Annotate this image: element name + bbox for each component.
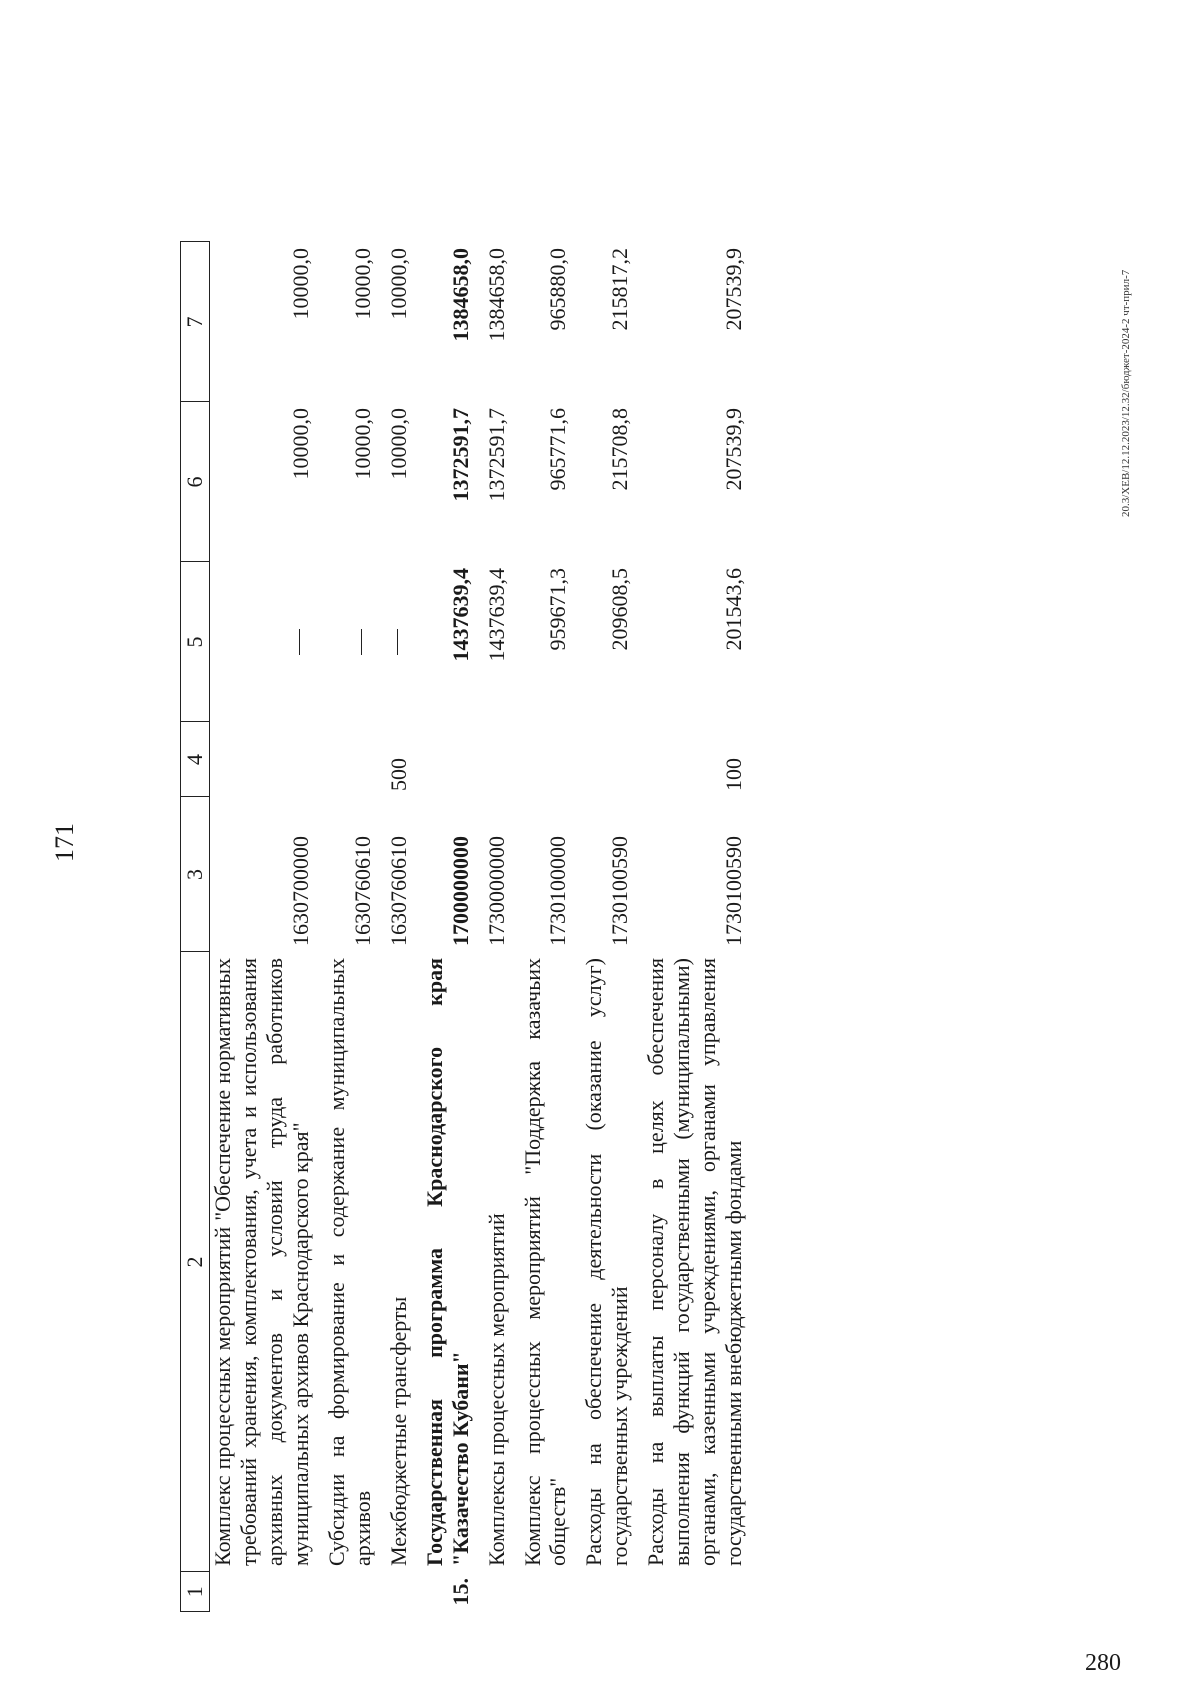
table-row [412, 242, 474, 1612]
row-col6: 1372591,7 [447, 408, 473, 502]
row-col5: 1437639,4 [447, 568, 473, 662]
row-col5 [210, 562, 314, 722]
row-index [376, 1572, 412, 1612]
column-header: 2 [181, 952, 210, 1572]
row-name: Комплексы процессных мероприятий [483, 1213, 509, 1566]
table-row [633, 242, 747, 1612]
row-type [210, 722, 314, 797]
row-type [571, 722, 633, 797]
row-col6: 10000,0 [287, 408, 313, 480]
column-header: 7 [181, 242, 210, 402]
row-col6: 1372591,7 [483, 408, 509, 502]
row-name: Расходы на обеспечение деятельности (оказание услуг) государственных учреждений [581, 958, 633, 1566]
row-code: 1700000000 [447, 836, 473, 946]
row-col7: 10000,0 [287, 248, 313, 320]
row-type [314, 722, 376, 797]
row-col7: 10000,0 [385, 248, 411, 320]
row-code: 1630700000 [287, 836, 313, 946]
row-col5 [376, 562, 412, 722]
row-index [474, 1572, 510, 1612]
column-header: 3 [181, 797, 210, 952]
row-type [510, 722, 572, 797]
row-col6: 965771,6 [545, 408, 571, 491]
row-name: Государственная программа Краснодарского края "Казачество Кубани" [421, 958, 473, 1566]
row-col6: 10000,0 [349, 408, 375, 480]
footer-document-code: 20.3/XEB/12.12.2023/12.32/бюджет-2024-2 чт-прил-7 [1120, 269, 1132, 517]
row-type [412, 722, 474, 797]
row-col7: 1384658,0 [483, 248, 509, 342]
column-header: 6 [181, 402, 210, 562]
row-index [210, 1572, 314, 1612]
table-header-row [181, 242, 210, 1612]
row-index [571, 1572, 633, 1612]
row-col6: 207539,9 [721, 408, 747, 491]
row-col7: 965880,0 [545, 248, 571, 331]
row-name: Комплекс процессных мероприятий "Обеспечение нормативных требований хранения, комплектования, учета и использования архивных документов и условий труда работников муниципальных архивов Краснодарского края" [210, 958, 313, 1566]
page-number: 171 [50, 823, 79, 862]
row-index [633, 1572, 747, 1612]
table-row [314, 242, 376, 1612]
column-header: 1 [181, 1572, 210, 1612]
dash-mark [397, 629, 398, 655]
row-code: 1730100590 [721, 836, 747, 946]
row-name: Комплекс процессных мероприятий "Поддержка казачьих обществ" [519, 958, 571, 1566]
row-index [314, 1572, 376, 1612]
budget-table [180, 242, 747, 1613]
dash-mark [361, 629, 362, 655]
table-row [474, 242, 510, 1612]
row-col5 [314, 562, 376, 722]
row-code: 1730100000 [545, 836, 571, 946]
table-row [376, 242, 412, 1612]
row-name: Межбюджетные трансферты [385, 1296, 411, 1566]
row-type: 500 [385, 758, 411, 791]
row-type: 100 [721, 758, 747, 791]
row-col5: 209608,5 [607, 568, 633, 651]
table-row [571, 242, 633, 1612]
row-col5: 201543,6 [721, 568, 747, 651]
row-col5: 959671,3 [545, 568, 571, 651]
row-code: 1630760610 [349, 836, 375, 946]
sheet-number: 280 [1085, 1650, 1121, 1676]
row-col7: 10000,0 [349, 248, 375, 320]
row-code: 1630760610 [385, 836, 411, 946]
row-col6: 10000,0 [385, 408, 411, 480]
row-code: 1730000000 [483, 836, 509, 946]
row-col7: 1384658,0 [447, 248, 473, 342]
column-header: 5 [181, 562, 210, 722]
row-index: 15. [447, 1578, 473, 1606]
row-name: Расходы на выплаты персоналу в целях обеспечения выполнения функций государственными (муниципальными) органами, казенными учреждениями, органами управления государственными внебюджетными фондами [643, 958, 747, 1566]
row-index [510, 1572, 572, 1612]
column-header: 4 [181, 722, 210, 797]
row-type [474, 722, 510, 797]
row-code: 1730100590 [607, 836, 633, 946]
row-col5: 1437639,4 [483, 568, 509, 662]
table-row [510, 242, 572, 1612]
table-row [210, 242, 314, 1612]
row-col7: 207539,9 [721, 248, 747, 331]
row-name: Субсидии на формирование и содержание муниципальных архивов [323, 958, 375, 1566]
row-col7: 215817,2 [607, 248, 633, 331]
dash-mark [299, 629, 300, 655]
row-col6: 215708,8 [607, 408, 633, 491]
